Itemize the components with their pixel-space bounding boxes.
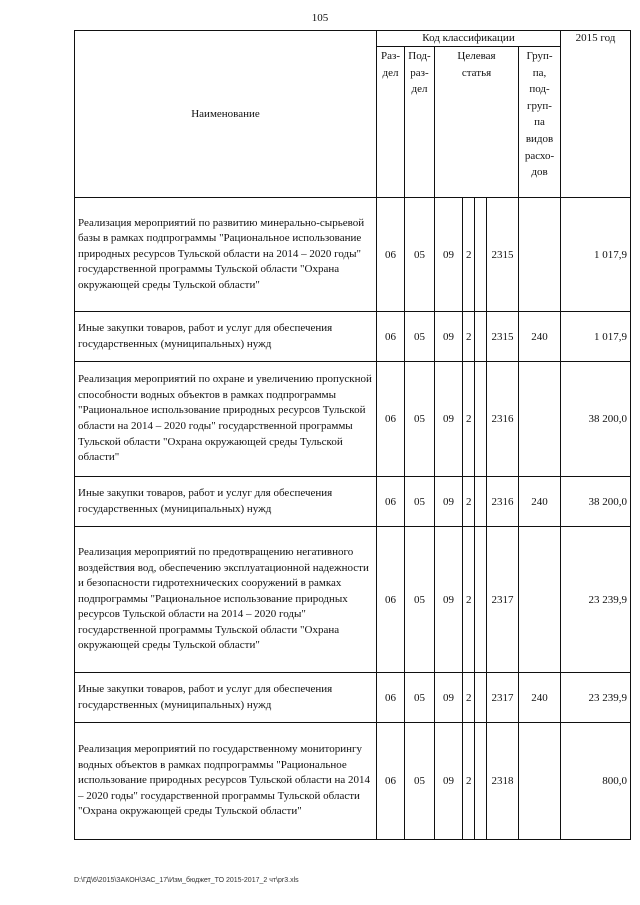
row-article-c [475,673,487,723]
row-name: Иные закупки товаров, работ и услуг для обеспечения государственных (муниципальных) нужд [75,673,377,723]
header-subsection: Под- раз- дел [405,47,435,198]
row-article-d: 2316 [487,477,519,527]
row-article-b: 2 [463,198,475,312]
table-row [75,723,631,840]
row-section: 06 [377,312,405,362]
row-expense-type [519,723,561,840]
table-row [75,198,631,312]
header-expense-group: Груп- па, под- груп- па видов расхо- дов [519,47,561,198]
row-article-a: 09 [435,198,463,312]
row-article-a: 09 [435,673,463,723]
row-subsection: 05 [405,673,435,723]
row-article-c [475,362,487,477]
header-year: 2015 год [561,31,631,198]
row-article-c [475,198,487,312]
row-expense-type: 240 [519,477,561,527]
row-expense-type [519,527,561,673]
row-section: 06 [377,362,405,477]
row-amount: 23 239,9 [561,673,631,723]
row-article-b: 2 [463,673,475,723]
row-article-c [475,527,487,673]
header-name: Наименование [75,31,377,198]
row-subsection: 05 [405,362,435,477]
row-amount: 1 017,9 [561,312,631,362]
row-subsection: 05 [405,527,435,673]
row-article-b: 2 [463,362,475,477]
header-section: Раз- дел [377,47,405,198]
row-article-a: 09 [435,477,463,527]
page-number: 105 [311,12,329,24]
row-name: Иные закупки товаров, работ и услуг для обеспечения государственных (муниципальных) нужд [75,312,377,362]
row-article-d: 2318 [487,723,519,840]
table-row [75,527,631,673]
row-article-d: 2315 [487,198,519,312]
row-expense-type: 240 [519,312,561,362]
row-name: Реализация мероприятий по государственному мониторингу водных объектов в рамках подпрограммы "Рациональное использование природных ресурсов Тульской области на 2014 – 2020 годы" государственной программы Тульской области "Охрана окружающей среды Тульской области" [75,723,377,840]
row-article-b: 2 [463,477,475,527]
row-name: Реализация мероприятий по развитию минерально-сырьевой базы в рамках подпрограммы "Рациональное использование природных ресурсов Тульской области на 2014 – 2020 годы" государственной программы Тульской области "Охрана окружающей среды Тульской области" [75,198,377,312]
row-article-a: 09 [435,362,463,477]
row-article-d: 2315 [487,312,519,362]
row-amount: 38 200,0 [561,362,631,477]
row-section: 06 [377,198,405,312]
row-article-c [475,477,487,527]
header-classification-code: Код классификации [377,31,561,47]
header-target-article: Целевая статья [435,47,519,198]
row-article-d: 2317 [487,673,519,723]
row-expense-type [519,198,561,312]
footer-file-path: D:\ГД\6\2015\ЗАКОН\ЗАС_17\Изм_бюджет_ТО 2015-2017_2 чт\pr3.xls [74,877,299,884]
row-section: 06 [377,723,405,840]
row-article-c [475,723,487,840]
row-article-d: 2316 [487,362,519,477]
row-amount: 23 239,9 [561,527,631,673]
row-article-a: 09 [435,527,463,673]
row-subsection: 05 [405,198,435,312]
table-row [75,477,631,527]
row-article-c [475,312,487,362]
row-amount: 800,0 [561,723,631,840]
row-subsection: 05 [405,477,435,527]
table-row [75,362,631,477]
table-row [75,673,631,723]
row-section: 06 [377,477,405,527]
row-subsection: 05 [405,312,435,362]
table-row [75,312,631,362]
row-article-a: 09 [435,312,463,362]
row-name: Реализация мероприятий по предотвращению негативного воздействия вод, обеспечению эксплуатационной надежности и безопасности гидротехнических сооружений в рамках подпрограммы "Рациональное использование природных ресурсов Тульской области на 2014 – 2020 годы" государственной программы Тульской области "Охрана окружающей среды Тульской области" [75,527,377,673]
row-section: 06 [377,527,405,673]
row-article-d: 2317 [487,527,519,673]
row-article-a: 09 [435,723,463,840]
row-subsection: 05 [405,723,435,840]
row-amount: 38 200,0 [561,477,631,527]
row-name: Реализация мероприятий по охране и увеличению пропускной способности водных объектов в рамках подпрограммы "Рациональное использование природных ресурсов Тульской области на 2014 – 2020 годы" государственной программы Тульской области "Охрана окружающей среды Тульской области" [75,362,377,477]
row-section: 06 [377,673,405,723]
row-amount: 1 017,9 [561,198,631,312]
row-expense-type [519,362,561,477]
row-article-b: 2 [463,527,475,673]
row-article-b: 2 [463,723,475,840]
row-expense-type: 240 [519,673,561,723]
row-article-b: 2 [463,312,475,362]
row-name: Иные закупки товаров, работ и услуг для обеспечения государственных (муниципальных) нужд [75,477,377,527]
budget-table [74,30,631,840]
